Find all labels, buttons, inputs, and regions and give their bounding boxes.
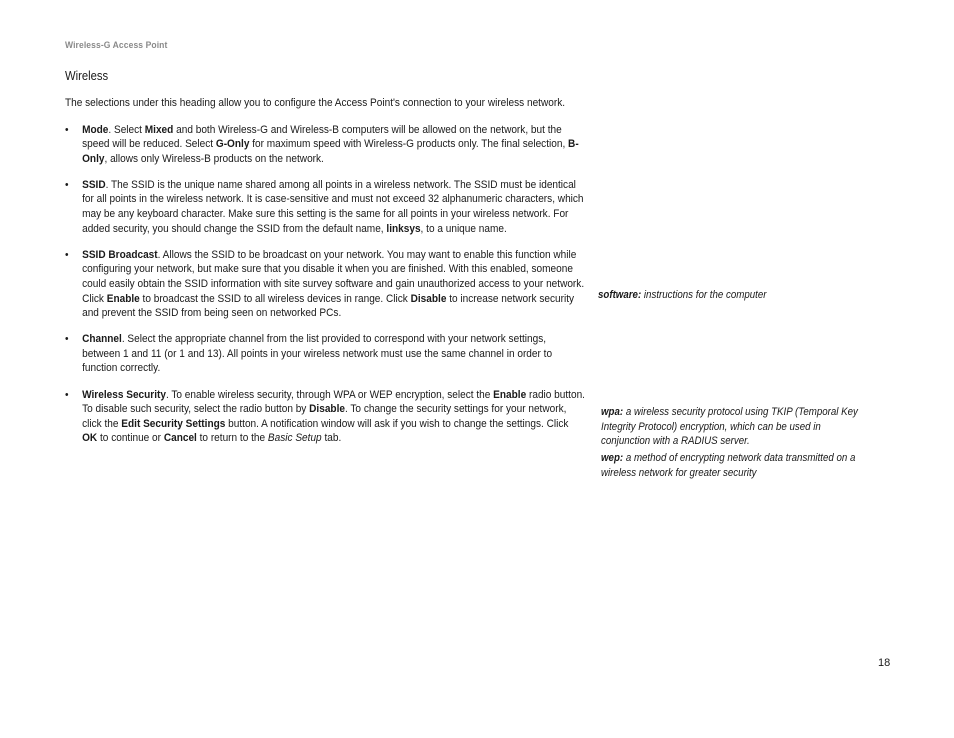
- list-item-mode: [65, 123, 585, 167]
- item-segment: . Allows the SSID to be broadcast on your network. You may want to enable this function while configuring your network, but make sure that you disable it when you are finished. With this enabled, someone could easily obtain the SSID information with site survey software and gain unauthorized access to your network. Click: [82, 248, 585, 305]
- item-segment: radio button. To disable such security, select the radio button by: [82, 388, 585, 416]
- bullet-icon: •: [65, 388, 69, 401]
- item-segment: SSID: [82, 178, 106, 191]
- page-number: 18: [878, 657, 891, 669]
- section-title: Wireless: [65, 69, 109, 83]
- bullet-icon: •: [65, 248, 69, 261]
- item-segment: tab.: [321, 432, 342, 445]
- item-segment: Channel: [82, 333, 122, 346]
- item-segment: OK: [82, 432, 98, 445]
- item-segment: B-Only: [82, 138, 579, 165]
- item-segment: G-Only: [215, 138, 250, 151]
- item-segment: Edit Security Settings: [121, 417, 226, 430]
- item-segment: Disable: [309, 403, 345, 416]
- item-segment: , to a unique name.: [420, 222, 507, 235]
- item-segment: , allows only Wireless-B products on the network.: [104, 152, 324, 165]
- bullet-icon: •: [65, 333, 69, 346]
- item-segment: . Select the appropriate channel from the list provided to correspond with your network settings, between 1 and 11 (or 1 and 13). All points in your wireless network must use the same channel in order to function correctly.: [82, 333, 553, 375]
- glossary-term: wpa:: [601, 406, 624, 418]
- list-item-ssid: [65, 178, 585, 236]
- list-item-channel: [65, 332, 585, 376]
- glossary-definition: a wireless security protocol using TKIP (Temporal Key Integrity Protocol) encryption, which can be used in conjunction with a RADIUS server.: [601, 406, 858, 448]
- item-segment: . To change the security settings for your network, click the: [82, 403, 567, 430]
- glossary-definition: a method of encrypting network data transmitted on a wireless network for greater security: [601, 452, 856, 479]
- glossary-wpa: [601, 405, 862, 449]
- item-segment: Disable: [410, 292, 447, 305]
- main-content: [65, 69, 585, 457]
- glossary-term: software:: [598, 289, 642, 301]
- item-segment: Mode: [82, 123, 109, 136]
- item-segment: SSID Broadcast: [82, 248, 158, 261]
- item-segment: . Select: [108, 123, 145, 136]
- item-segment: . To enable wireless security, through WPA or WEP encryption, select the: [165, 388, 494, 401]
- item-segment: to increase network security and prevent the SSID from being seen on networked PCs.: [82, 292, 575, 320]
- bullet-icon: •: [65, 123, 69, 136]
- item-segment: . The SSID is the unique name shared among all points in a wireless network. The SSID must be identical for all points in the wireless network. It is case-sensitive and must not exceed 32 alphanumeric characters, which may be any keyboard character. Make sure this setting is the same for all points in your wireless network. For added security, you should change the SSID from the default name,: [82, 178, 584, 235]
- item-segment: Enable: [106, 292, 140, 305]
- item-segment: button. A notification window will ask if you wish to change the settings. Click: [225, 417, 569, 430]
- glossary-software: [598, 288, 859, 303]
- item-segment: for maximum speed with Wireless-G products only. The final selection,: [249, 138, 569, 151]
- running-header: Wireless-G Access Point: [65, 40, 168, 51]
- item-segment: to broadcast the SSID to all wireless devices in range. Click: [139, 292, 411, 305]
- item-segment: to return to the: [196, 432, 268, 445]
- item-segment: Cancel: [163, 432, 197, 445]
- item-segment: to continue or: [97, 432, 164, 445]
- glossary-wep: [601, 451, 862, 480]
- list-item-wireless-security: [65, 388, 585, 446]
- settings-list: [65, 123, 585, 446]
- item-segment: Enable: [493, 388, 527, 401]
- bullet-icon: •: [65, 178, 69, 191]
- item-segment: linksys: [386, 222, 421, 235]
- glossary-term: wep:: [601, 452, 624, 464]
- item-segment: and both Wireless-G and Wireless-B computers will be allowed on the network, but the speed will be reduced. Select: [82, 123, 562, 151]
- section-intro: The selections under this heading allow you to configure the Access Point's connection to your wireless network.: [65, 97, 566, 109]
- item-segment: Basic Setup: [267, 432, 322, 445]
- glossary-definition: instructions for the computer: [641, 289, 767, 301]
- item-segment: Wireless Security: [82, 388, 166, 401]
- item-segment: Mixed: [144, 123, 174, 136]
- list-item-ssid-broadcast: [65, 248, 585, 321]
